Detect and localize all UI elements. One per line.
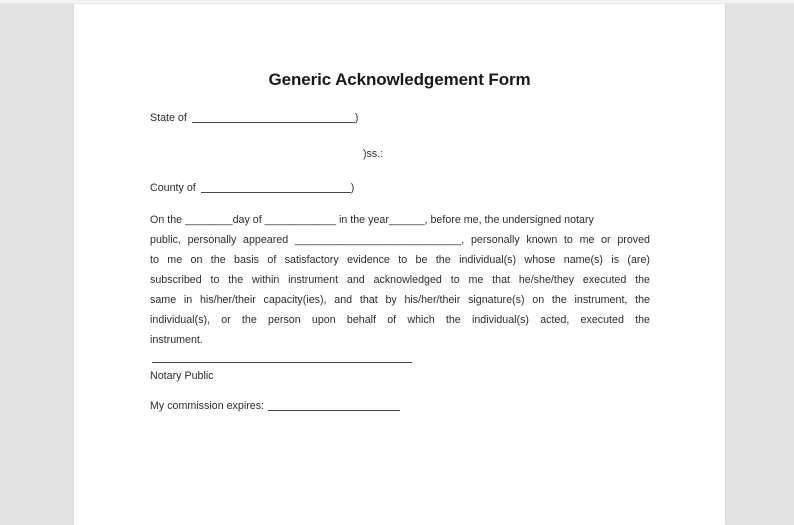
paragraph-line: On the ________day of ____________ in the year______, before me, the undersigned notary [150, 214, 594, 226]
paragraph-line: public, personally appeared ____________________________, personally known to me or proved [150, 234, 650, 246]
paragraph-line: subscribed to the within instrument and acknowledged to me that he/she/they executed the [150, 274, 650, 286]
document-content [150, 0, 650, 525]
state-close-paren: ) [354, 112, 359, 124]
county-of-line [150, 182, 354, 194]
ss-line [363, 148, 383, 160]
state-of-line [150, 112, 358, 124]
ss-label: )ss.: [363, 148, 384, 160]
state-of-label: State of [150, 112, 187, 124]
acknowledgement-paragraph [150, 210, 650, 350]
notary-signature-line [152, 349, 412, 363]
county-close-paren: ) [350, 182, 355, 194]
commission-expires-line [150, 400, 400, 412]
notary-public-line [150, 370, 214, 382]
paragraph-line: to me on the basis of satisfactory evidence to be the individual(s) whose name(s) is (are) [150, 254, 650, 266]
county-of-label: County of [150, 182, 196, 194]
paragraph-line: instrument. [150, 334, 203, 346]
commission-blank-line [268, 401, 400, 411]
county-blank-line [201, 183, 351, 193]
paragraph-line: individual(s), or the person upon behalf of which the individual(s) acted, executed the [150, 314, 650, 326]
form-title: Generic Acknowledgement Form [268, 70, 531, 89]
paragraph-line: same in his/her/their capacity(ies), and that by his/her/their signature(s) on the instrument, the [150, 294, 650, 306]
document-page [74, 0, 725, 525]
photo-top-edge-strip [0, 0, 794, 4]
commission-expires-label: My commission expires: [150, 400, 265, 412]
notary-public-label: Notary Public [150, 370, 214, 382]
state-blank-line [192, 113, 355, 123]
